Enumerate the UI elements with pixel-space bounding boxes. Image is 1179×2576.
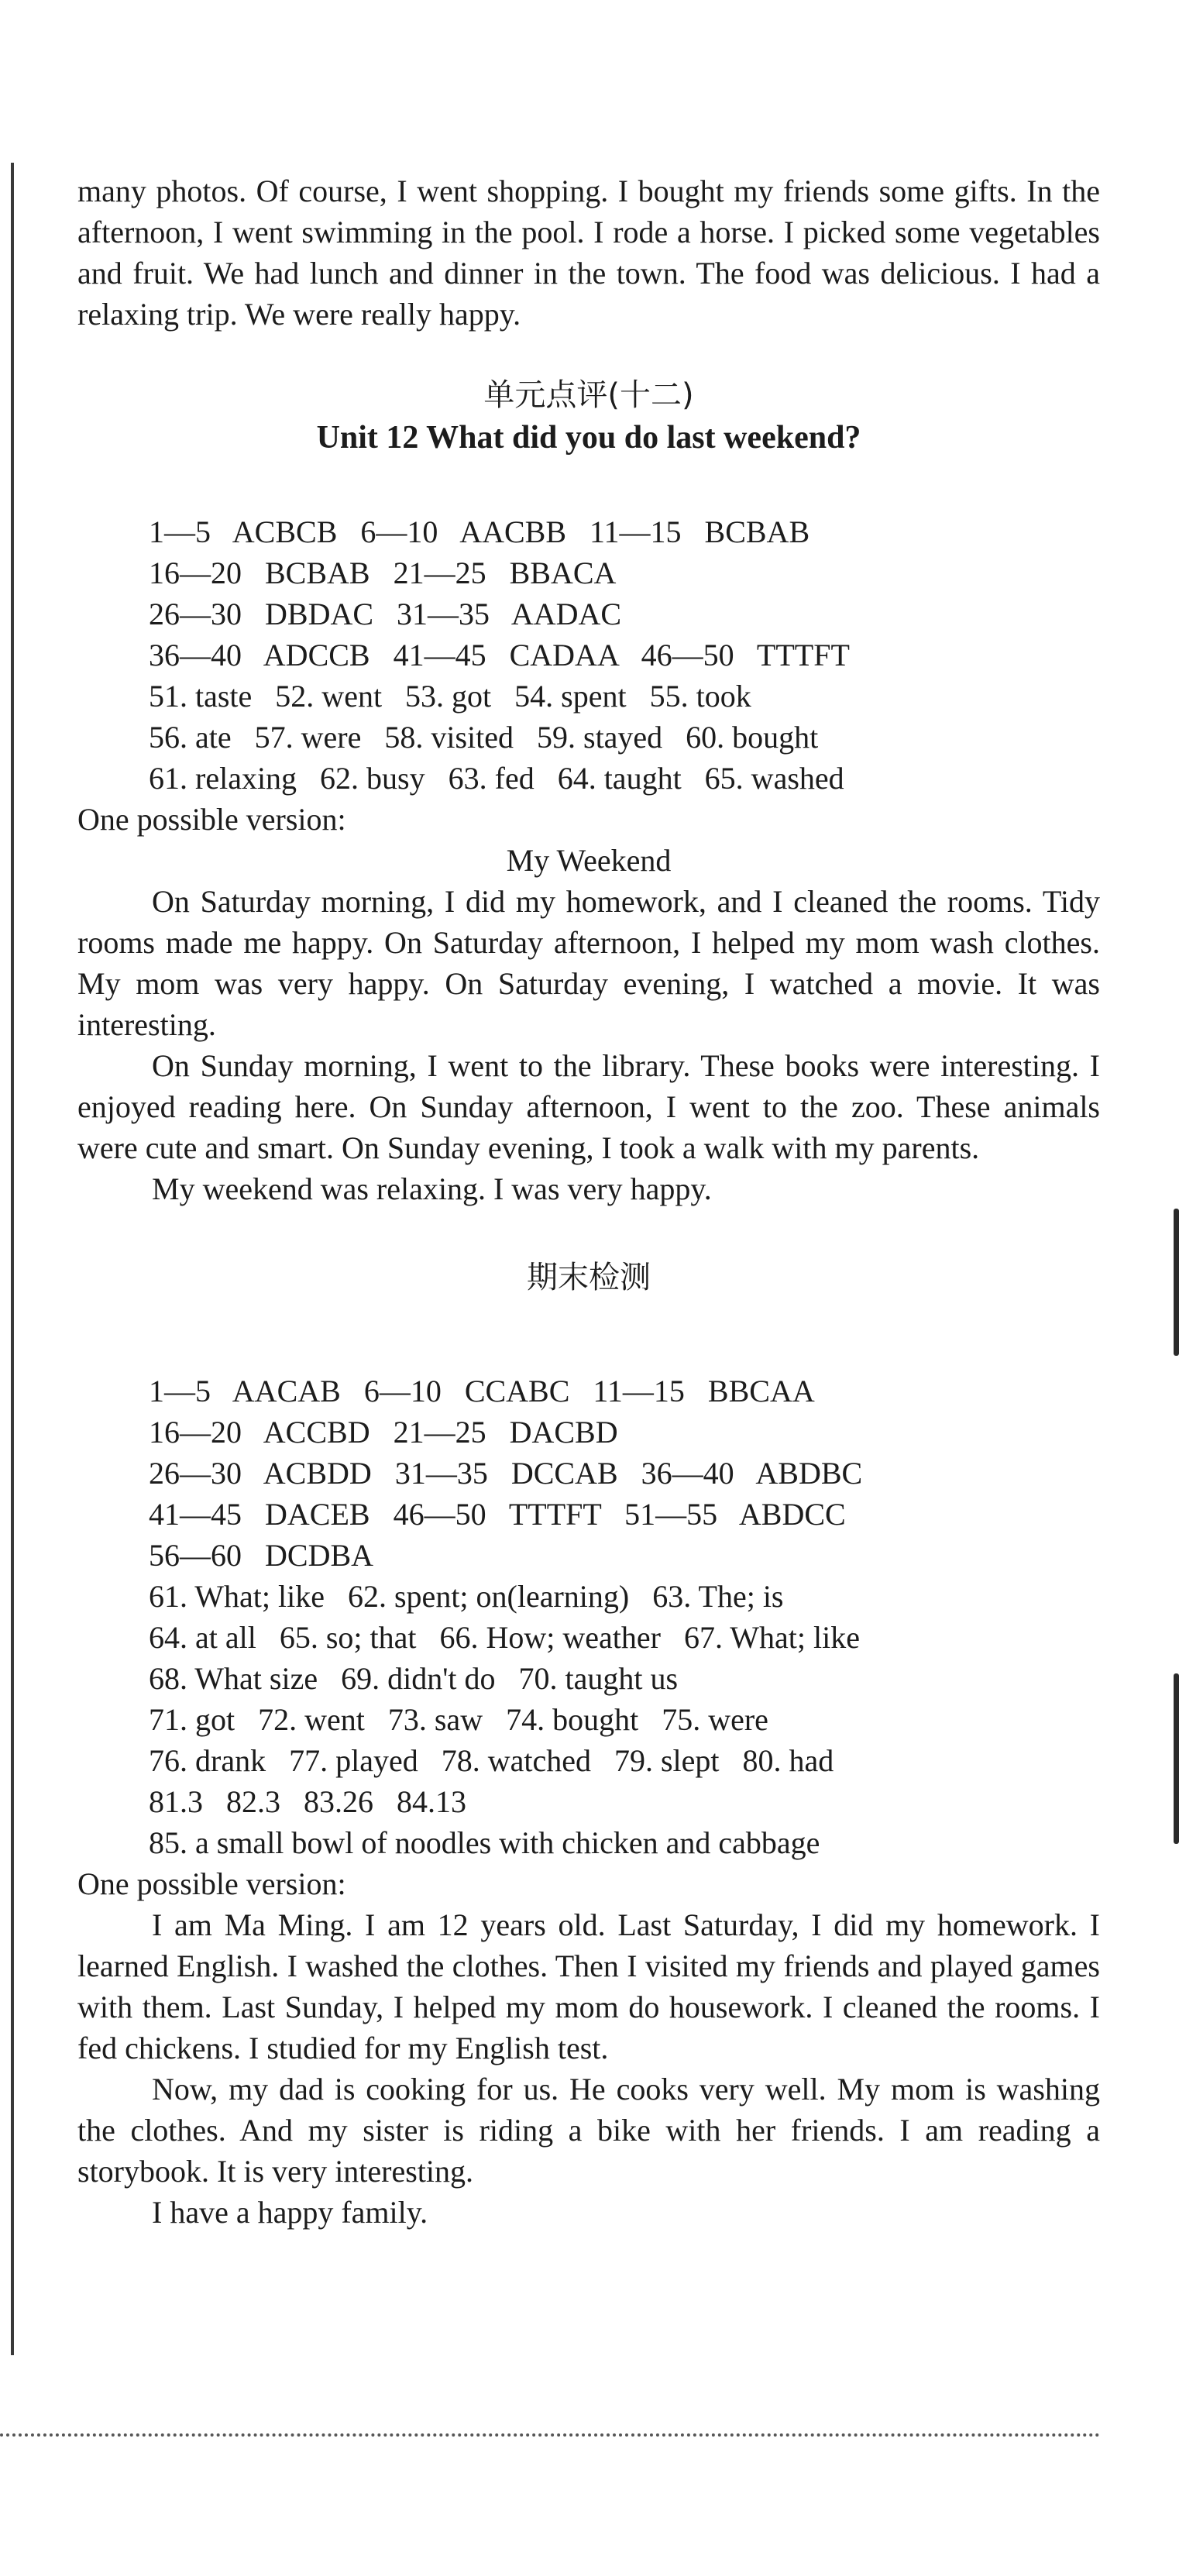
answer-line: 51. taste 52. went 53. got 54. spent 55. took <box>149 679 751 714</box>
final-exam-section <box>77 1256 1100 2233</box>
answer-line: 64. at all 65. so; that 66. How; weather 67. What; like <box>149 1620 860 1655</box>
essay-paragraph: I am Ma Ming. I am 12 years old. Last Saturday, I did my homework. I learned English. I washed the clothes. Then I visited my friends and played games with them. Last Sunday, I helped my mom do housework. I cleaned the rooms. I fed chickens. I studied for my English test. <box>77 1907 1100 2065</box>
essay-paragraph: I have a happy family. <box>152 2195 428 2230</box>
essay-paragraph: On Sunday morning, I went to the library. These books were interesting. I enjoyed reading here. On Sunday afternoon, I went to the zoo. These animals were cute and smart. On Sunday evening, I took a walk with my parents. <box>77 1048 1100 1165</box>
answer-line: 1—5 AACAB 6—10 CCABC 11—15 BBCAA <box>149 1374 815 1408</box>
answer-line: 81.3 82.3 83.26 84.13 <box>149 1784 466 1819</box>
answer-line: 56—60 DCDBA <box>149 1538 374 1573</box>
answer-line: 71. got 72. went 73. saw 74. bought 75. were <box>149 1702 768 1737</box>
final-exam-answer-list <box>77 1371 1100 1863</box>
answer-line: 41—45 DACEB 46—50 TTTFT 51—55 ABDCC <box>149 1497 846 1532</box>
answer-line: 26—30 DBDAC 31—35 AADAC <box>149 597 622 631</box>
right-edge-mark <box>1174 1673 1179 1844</box>
essay-paragraph: On Saturday morning, I did my homework, and I cleaned the rooms. Tidy rooms made me happy. On Saturday afternoon, I helped my mom wash clothes. My mom was very happy. On Saturday evening, I watched a movie. It was interesting. <box>77 884 1100 1042</box>
answer-line: 76. drank 77. played 78. watched 79. slept 80. had <box>149 1743 834 1778</box>
essay-title: My Weekend <box>506 843 672 878</box>
answer-line: 85. a small bowl of noodles with chicken and cabbage <box>149 1825 820 1860</box>
unit12-heading-cn: 单元点评(十二) <box>483 377 694 413</box>
page-content <box>77 170 1100 2233</box>
answer-line: 56. ate 57. were 58. visited 59. stayed 60. bought <box>149 720 819 755</box>
answer-line: 26—30 ACBDD 31—35 DCCAB 36—40 ABDBC <box>149 1456 863 1491</box>
answer-line: 16—20 ACCBD 21—25 DACBD <box>149 1415 618 1450</box>
answer-line: 1—5 ACBCB 6—10 AACBB 11—15 BCBAB <box>149 514 810 549</box>
answer-line: 36—40 ADCCB 41—45 CADAA 46—50 TTTFT <box>149 638 850 672</box>
answer-line: 16—20 BCBAB 21—25 BBACA <box>149 555 617 590</box>
essay-paragraph: My weekend was relaxing. I was very happy. <box>152 1171 712 1206</box>
intro-paragraph: many photos. Of course, I went shopping. I bought my friends some gifts. In the afternoon, I went swimming in the pool. I rode a horse. I picked some vegetables and fruit. We had lunch and dinner in the town. The food was delicious. I had a relaxing trip. We were really happy. <box>77 174 1100 332</box>
final-exam-heading: 期末检测 <box>527 1260 651 1295</box>
left-margin-rule <box>11 163 14 2355</box>
answer-line: 61. relaxing 62. busy 63. fed 64. taught 65. washed <box>149 761 844 796</box>
answer-line: 61. What; like 62. spent; on(learning) 63. The; is <box>149 1579 784 1614</box>
essay-paragraph: Now, my dad is cooking for us. He cooks very well. My mom is washing the clothes. And my sister is riding a bike with her friends. I am reading a storybook. It is very interesting. <box>77 2072 1100 2189</box>
unit12-heading-en: Unit 12 What did you do last weekend? <box>316 420 861 456</box>
version-label: One possible version: <box>77 1866 346 1901</box>
right-edge-mark <box>1174 1209 1179 1356</box>
version-label: One possible version: <box>77 802 346 837</box>
bottom-dotted-divider <box>0 2433 1100 2437</box>
unit12-section <box>77 373 1100 1209</box>
unit12-answer-list <box>77 511 1100 799</box>
answer-line: 68. What size 69. didn't do 70. taught us <box>149 1661 679 1696</box>
